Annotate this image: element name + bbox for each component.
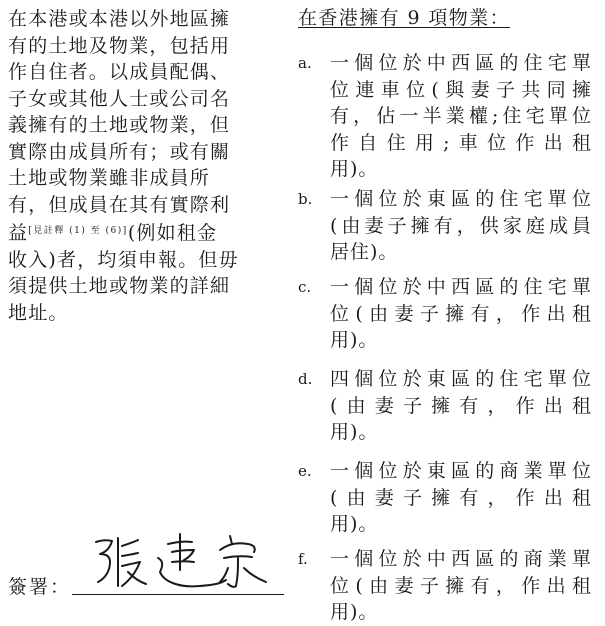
item-marker: e. — [298, 462, 312, 480]
handwritten-signature — [88, 528, 278, 598]
item-marker: b. — [298, 190, 313, 208]
paragraph-line: 有，但成員在其有實際利 — [8, 193, 231, 216]
paragraph-line: 收入)者，均須申報。但毋 — [8, 248, 239, 271]
item-marker: d. — [298, 370, 313, 388]
item-line: (由妻子擁有，作出租 — [330, 394, 592, 417]
item-line: 一個位於東區的商業單位 — [330, 460, 592, 482]
item-line: 四個位於東區的住宅單位 — [330, 368, 592, 390]
item-marker: c. — [298, 278, 312, 296]
item-line: 位(由妻子擁有，作出租 — [330, 302, 592, 325]
item-line: 用)。 — [330, 158, 379, 180]
item-marker: a. — [298, 54, 312, 72]
item-line: (由妻子擁有，作出租 — [330, 486, 592, 509]
item-line: 用)。 — [330, 601, 379, 623]
paragraph-text: 益 — [8, 222, 29, 244]
item-line: 用)。 — [330, 513, 379, 535]
item-text — [330, 186, 592, 266]
item-line: 位連車位(與妻子共同擁 — [330, 78, 592, 101]
item-text — [330, 458, 592, 538]
paragraph-line: 土地或物業雖非成員所 — [8, 167, 211, 189]
item-text — [330, 274, 592, 354]
paragraph-line: 作自住者。以成員配偶、 — [8, 61, 231, 83]
paragraph-line: 在本港或本港以外地區擁 — [8, 8, 231, 30]
item-line: 位(由妻子擁有，作出租 — [330, 574, 592, 597]
item-line: 一個位於中西區的商業單 — [330, 548, 592, 570]
paragraph-text: (例如租金 — [127, 222, 218, 244]
footnote-reference: [見註釋 (1) 至 (6)] — [28, 226, 128, 236]
item-marker: f. — [298, 550, 308, 568]
item-line: 作自住用;車位作出租 — [330, 131, 592, 154]
item-line: 一個位於中西區的住宅單 — [330, 52, 592, 74]
item-line: 用)。 — [330, 329, 379, 351]
property-list-heading: 在香港擁有 9 項物業： — [298, 7, 510, 29]
paragraph-line-with-footnote — [8, 218, 290, 247]
item-line: 一個位於東區的住宅單位 — [330, 188, 592, 210]
item-line: 有，佔一半業權;住宅單位 — [330, 105, 592, 127]
left-declaration-paragraph — [8, 6, 290, 326]
item-line: 用)。 — [330, 421, 379, 443]
signature-label: 簽署： — [8, 576, 72, 598]
item-line: 一個位於中西區的住宅單 — [330, 276, 592, 298]
paragraph-line: 子女或其他人士或公司名 — [8, 87, 231, 110]
item-text — [330, 50, 592, 183]
paragraph-line: 地址。 — [8, 301, 69, 324]
item-text — [330, 546, 592, 626]
paragraph-line: 實際由成員所有；或有關 — [8, 140, 231, 163]
item-line: (由妻子擁有，供家庭成員 — [330, 214, 592, 237]
property-list-column — [298, 6, 598, 623]
paragraph-line: 義擁有的土地或物業，但 — [8, 114, 231, 136]
item-line: 居住)。 — [330, 241, 399, 263]
item-text — [330, 366, 592, 446]
paragraph-line: 須提供土地或物業的詳細 — [8, 275, 231, 297]
paragraph-line: 有的土地及物業，包括用 — [8, 34, 231, 57]
